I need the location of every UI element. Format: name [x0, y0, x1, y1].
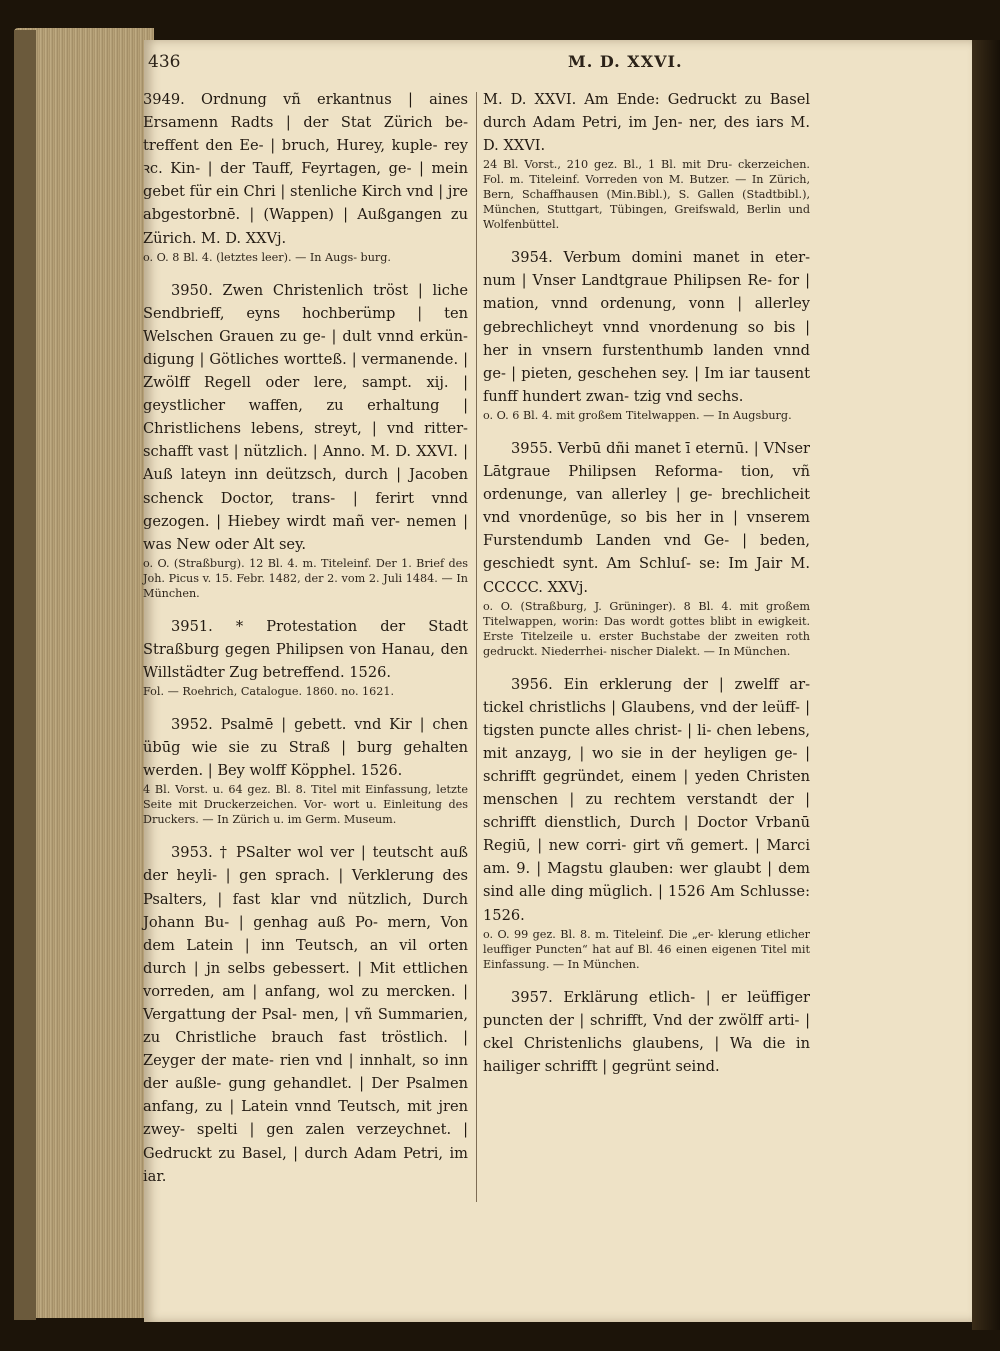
bibliographic-note: o. O. 99 gez. Bl. 8. m. Titeleinf. Die „er- klerung etlicher leuffiger Puncten“ hat auf Bl. 46 einen eigenen Titel mit Einfassung. — In München. [483, 927, 810, 971]
catalog-entry: 3950. Zwen Christenlich tröst | liche Sendbrieff, eyns hochberümp | ten Welschen Grauen zu ge- | dult vnnd erkün- digung | Götliches wortteß. | vermanende. | Zwölff Regell oder lere, sampt. xij. | geystlicher waffen, zu erhaltung | Christlichens lebens, streyt, | vnd ritter- schafft vast | nützlich. | Anno. M. D. XXVI. | Auß lateyn inn deützsch, durch | Jacoben schenck Doctor, trans- | ferirt vnnd gezogen. | Hiebey wirdt mañ ver- nemen | was New oder Alt sey. [143, 281, 469, 553]
catalog-entry: 3951. * Protestation der Stadt Straßburg gegen Philipsen von Hanau, den Willstädter Zug betreffend. 1526. [143, 617, 469, 681]
right-column [483, 88, 810, 1078]
catalog-entry-continued: M. D. XXVI. Am Ende: Gedruckt zu Basel durch Adam Petri, im Jen- ner, des iars M. D. XXVI. [483, 91, 810, 155]
catalog-entry: 3954. Verbum domini manet in eter- num | Vnser Landtgraue Philipsen Re- for | mation, vnnd ordenung, vonn | allerley gebrechlicheyt vnnd vnordenung so bis | her in vnsern furstenthumb landen vnnd ge- | pieten, geschehen sey. | Im iar tausent funff hundert zwan- tzig vnd sechs. [483, 249, 810, 405]
bibliographic-note: o. O. 8 Bl. 4. (letztes leer). — In Augs- burg. [143, 250, 391, 264]
catalog-entry: 3955. Verbū dñi manet ī eternū. | VNser Lātgraue Philipsen Reforma- tion, vñ ordenunge, van allerley | ge- brechlicheit vnd vnordenūge, so bis her in | vnserem Furstendumb Landen vnd Ge- | beden, geschiedt synt. Am Schluſ- se: Im Jair M. CCCCC. XXVj. [483, 439, 811, 596]
book-spine [14, 30, 36, 1320]
running-title: M. D. XXVI. [568, 52, 683, 71]
bibliographic-note: 24 Bl. Vorst., 210 gez. Bl., 1 Bl. mit Dru- ckerzeichen. Fol. m. Titeleinf. Vorreden von M. Butzer. — In Zürich, Bern, Schaffhausen (Min.Bibl.), S. Gallen (Stadtbibl.), München, Stuttgart, Tübingen, Greifswald, Berlin und Wolfenbüttel. [483, 158, 810, 232]
page-header [148, 52, 860, 82]
left-column [143, 88, 468, 1188]
catalog-entry: 3952. Psalmē | gebett. vnd Kir | chen übūg wie sie zu Straß | burg gehalten werden. | Bey wolff Köpphel. 1526. [143, 716, 468, 780]
catalog-entry: 3956. Ein erklerung der | zwelff ar- tickel christlichs | Glaubens, vnd der leüff- | tigsten puncte alles christ- | li- chen lebens, mit anzayg, | wo sie in der heyligen ge- | schrifft gegründet, einem | yeden Christen menschen | zu rechtem verstandt der | schrifft dienstlich, Durch | Doctor Vrbanū Regiū, | new corri- girt vñ gemert. | Marci am. 9. | Magstu glauben: wer glaubt | dem sind alle ding müglich. | 1526 Am Schlusse: 1526. [483, 675, 811, 924]
page-number: 436 [148, 52, 181, 72]
catalog-entry: 3953. † PSalter wol ver | teutscht auß der heyli- | gen sprach. | Verklerung des Psalters, | fast klar vnd nützlich, Durch Johann Bu- | genhag auß Po- mern, Von dem Latein | inn Teutsch, an vil orten durch | jn selbs gebessert. | Mit ettlichen vorreden, am | anfang, wol zu mercken. | Vergattung der Psal- men, | vñ Summarien, zu Christliche brauch fast tröstlich. | Zeyger der mate- rien vnd | innhalt, so inn der außle- gung gehandlet. | Der Psalmen anfang, zu | Latein vnnd Teutsch, mit jren zwey- spelti | gen zalen verzeychnet. | Gedruckt zu Basel, | durch Adam Petri, im iar. [143, 844, 469, 1185]
catalog-entry: 3957. Erklärung etlich- | er leüffiger puncten der | schrifft, Vnd der zwölff arti- | ckel Christenlichs glaubens, | Wa die in hailiger schrifft | gegrünt seind. [483, 988, 811, 1075]
column-divider [476, 92, 477, 1202]
bibliographic-note: o. O. (Straßburg, J. Grüninger). 8 Bl. 4. mit großem Titelwappen, worin: Das wordt gottes blibt in ewigkeit. Erste Titelzeile u. erster Buchstabe der zweiten roth gedruckt. Niederrhei- nischer Dialekt. — In München. [483, 599, 810, 658]
bibliographic-note: o. O. (Straßburg). 12 Bl. 4. m. Titeleinf. Der 1. Brief des Joh. Picus v. 15. Febr. 1482, der 2. vom 2. Juli 1484. — In München. [143, 556, 468, 600]
bibliographic-note: Fol. — Roehrich, Catalogue. 1860. no. 1621. [143, 685, 395, 699]
page-gutter-shadow [972, 40, 1000, 1330]
bibliographic-note: 4 Bl. Vorst. u. 64 gez. Bl. 8. Titel mit Einfassung, letzte Seite mit Druckerzeichen. Vor- wort u. Einleitung des Druckers. — In Zürich u. im Germ. Museum. [143, 783, 468, 827]
catalog-entry: 3949. Ordnung vñ erkantnus | aines Ersamenn Radts | der Stat Zürich be- treffent den Ee- | bruch, Hurey, kuple- rey ꝛc. Kin- | der Tauff, Feyrtagen, ge- | mein gebet für ein Chri | stenliche Kirch vnd | jre abgestorbnē. | (Wappen) | Außgangen zu Zürich. M. D. XXVj. [143, 91, 468, 247]
bibliographic-note: o. O. 6 Bl. 4. mit großem Titelwappen. — In Augsburg. [483, 408, 792, 422]
